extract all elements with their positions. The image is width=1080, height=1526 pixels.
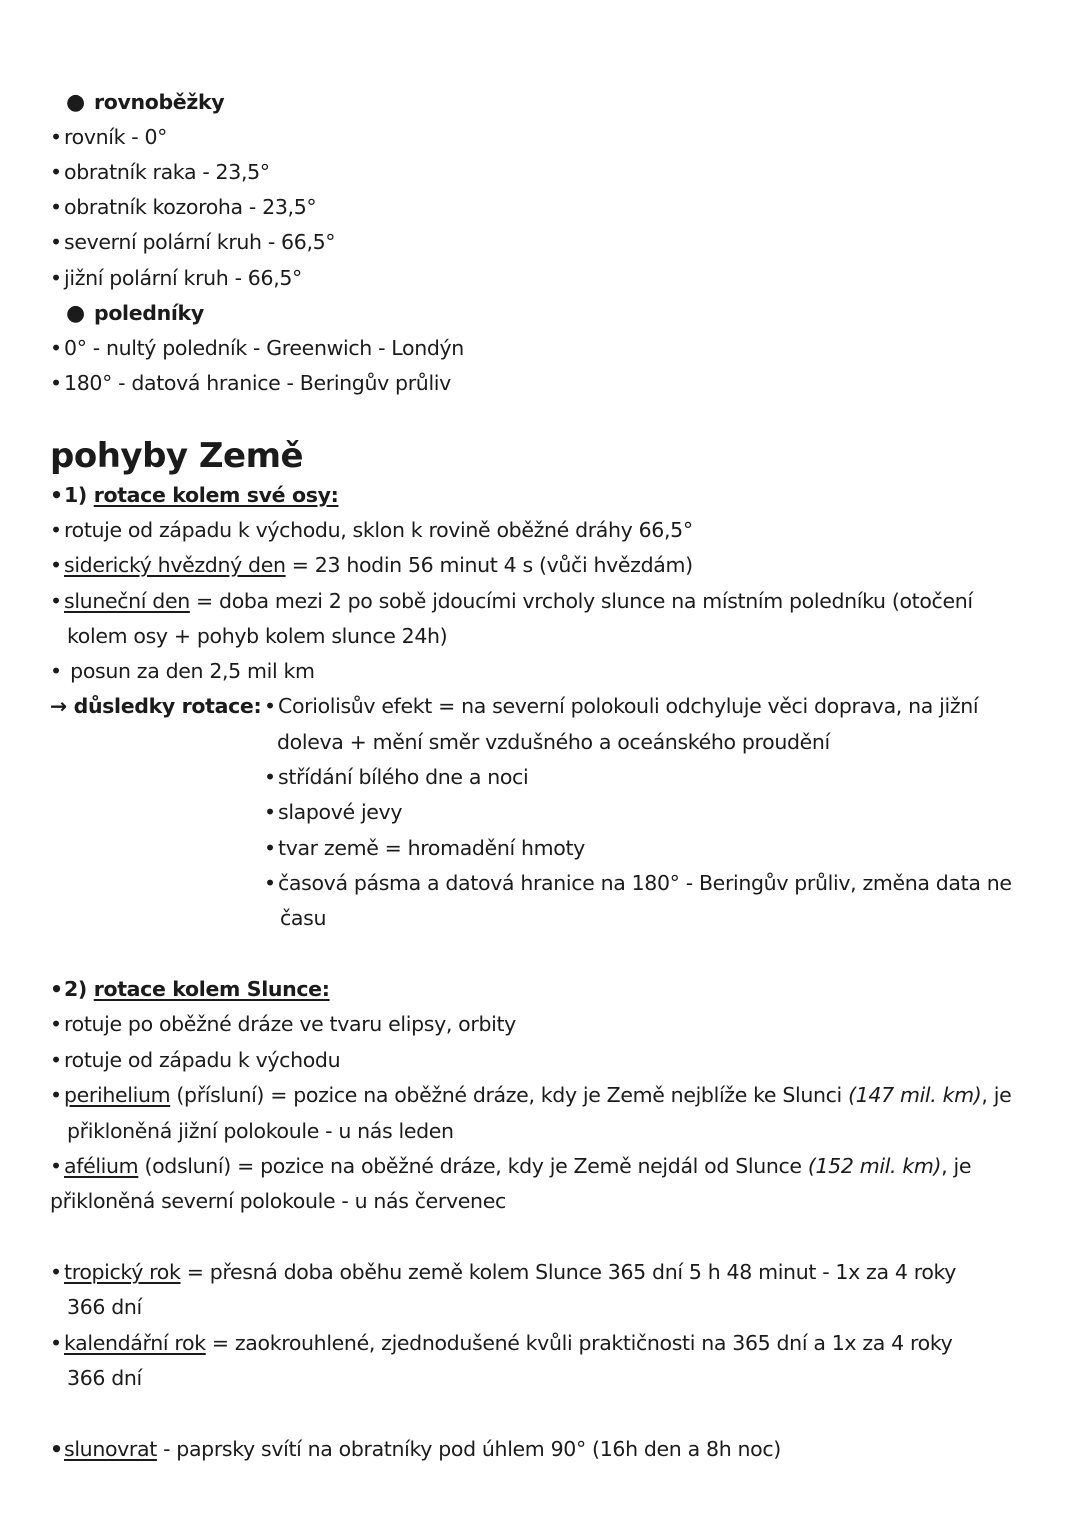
- definition: = doba mezi 2 po sobě jdoucími vrcholy slunce na místním poledníku (otočení: [189, 589, 973, 613]
- subsection-number: 2): [64, 977, 94, 1001]
- list-item: [50, 1258, 956, 1286]
- bullet-icon: •: [50, 160, 62, 184]
- subsection-number: 1): [64, 483, 94, 507]
- list-item-text: rotuje od západu k východu, sklon k rovině oběžné dráhy 66,5°: [64, 518, 693, 542]
- list-item: [50, 657, 315, 685]
- meridians-title: poledníky: [94, 301, 204, 325]
- bullet-icon: •: [50, 1083, 62, 1107]
- list-item-continuation: 366 dní: [67, 1295, 142, 1319]
- bullet-icon: •: [50, 589, 62, 613]
- list-item: [50, 369, 451, 397]
- list-item-text: rotuje po oběžné dráze ve tvaru elipsy, orbity: [64, 1012, 516, 1036]
- bullet-icon: •: [50, 1048, 62, 1072]
- list-item: [264, 869, 1012, 897]
- list-item: [50, 551, 693, 579]
- list-item-text: posun za den 2,5 mil km: [64, 659, 315, 683]
- parallels-title: rovnoběžky: [94, 90, 225, 114]
- list-item: [50, 1081, 1011, 1109]
- list-item: [50, 264, 302, 292]
- definition: (přísluní) = pozice na oběžné dráze, kdy je Země nejblíže ke Slunci: [170, 1083, 849, 1107]
- definition-tail: , je: [941, 1154, 972, 1178]
- bullet-icon: •: [50, 125, 62, 149]
- definition-tail: , je: [981, 1083, 1012, 1107]
- list-item: [264, 692, 978, 720]
- list-item-continuation: přikloněná jižní polokoule - u nás leden: [67, 1119, 454, 1143]
- definition: (odsluní) = pozice na oběžné dráze, kdy je Země nejdál od Slunce: [138, 1154, 808, 1178]
- list-item: [50, 1046, 340, 1074]
- term: perihelium: [64, 1083, 171, 1107]
- bullet-icon: •: [50, 1331, 62, 1355]
- list-item-text: slapové jevy: [278, 800, 403, 824]
- subsection-rotation-axis: [50, 481, 338, 509]
- big-bullet-icon: ●: [66, 90, 85, 115]
- bullet-icon: •: [50, 1012, 62, 1036]
- list-item: [50, 1152, 971, 1180]
- definition: = 23 hodin 56 minut 4 s (vůči hvězdám): [285, 553, 693, 577]
- term: afélium: [64, 1154, 139, 1178]
- subsection-title: rotace kolem Slunce:: [93, 977, 330, 1001]
- bullet-icon: •: [50, 977, 63, 1001]
- distance-value: (147 mil. km): [848, 1083, 982, 1107]
- bullet-icon: •: [50, 371, 62, 395]
- list-item-text: rovník - 0°: [64, 125, 168, 149]
- list-item-text: rotuje od západu k východu: [64, 1048, 341, 1072]
- list-item: [50, 158, 270, 186]
- bullet-icon: •: [264, 871, 276, 895]
- bullet-icon: •: [50, 336, 62, 360]
- list-item-text: obratník kozoroha - 23,5°: [64, 195, 317, 219]
- distance-value: (152 mil. km): [807, 1154, 942, 1178]
- list-item-continuation: času: [280, 906, 327, 930]
- list-item-text: jižní polární kruh - 66,5°: [64, 266, 302, 290]
- bullet-icon: •: [264, 694, 276, 718]
- list-item-text: 0° - nultý poledník - Greenwich - Londýn: [64, 336, 464, 360]
- term: kalendářní rok: [64, 1331, 206, 1355]
- list-item-continuation: přikloněná severní polokoule - u nás červenec: [50, 1189, 506, 1213]
- list-item: [50, 334, 464, 362]
- definition: = přesná doba oběhu země kolem Slunce 365 dní 5 h 48 minut - 1x za 4 roky: [180, 1260, 957, 1284]
- list-item: [264, 763, 528, 791]
- list-item: [50, 228, 335, 256]
- list-item: [50, 587, 973, 615]
- bullet-icon: •: [50, 230, 62, 254]
- term: sluneční den: [64, 589, 190, 613]
- list-item-text: tvar země = hromadění hmoty: [278, 836, 585, 860]
- bullet-icon: •: [50, 1154, 62, 1178]
- list-item: [50, 1329, 952, 1357]
- term: siderický hvězdný den: [64, 553, 286, 577]
- list-item-text: 180° - datová hranice - Beringův průliv: [64, 371, 451, 395]
- list-item: [50, 1435, 781, 1463]
- meridians-heading: [50, 299, 204, 328]
- list-item: [264, 798, 402, 826]
- list-item-text: střídání bílého dne a noci: [278, 765, 529, 789]
- list-item-text: obratník raka - 23,5°: [64, 160, 270, 184]
- definition: = zaokrouhlené, zjednodušené kvůli praktičnosti na 365 dní a 1x za 4 roky: [205, 1331, 953, 1355]
- definition: - paprsky svítí na obratníky pod úhlem 90° (16h den a 8h noc): [156, 1437, 781, 1461]
- list-item-continuation: doleva + mění směr vzdušného a oceánského proudění: [277, 730, 830, 754]
- bullet-icon: •: [264, 836, 276, 860]
- bullet-icon: •: [50, 1260, 62, 1284]
- list-item: [264, 834, 585, 862]
- bullet-icon: •: [50, 659, 62, 683]
- list-item-text: Coriolisův efekt = na severní polokouli odchyluje věci doprava, na jižní: [278, 694, 979, 718]
- list-item: [50, 123, 167, 151]
- bullet-icon: •: [50, 518, 62, 542]
- list-item-text: časová pásma a datová hranice na 180° - Beringův průliv, změna data ne: [278, 871, 1012, 895]
- bullet-icon: •: [50, 266, 62, 290]
- bullet-icon: •: [50, 195, 62, 219]
- parallels-heading: [50, 88, 224, 117]
- bullet-icon: •: [50, 1437, 63, 1461]
- list-item-text: severní polární kruh - 66,5°: [64, 230, 336, 254]
- term: tropický rok: [64, 1260, 181, 1284]
- bullet-icon: •: [50, 553, 62, 577]
- list-item: [50, 193, 316, 221]
- subsection-title: rotace kolem své osy:: [93, 483, 339, 507]
- list-item-continuation: kolem osy + pohyb kolem slunce 24h): [67, 624, 448, 648]
- big-bullet-icon: ●: [66, 301, 85, 326]
- term: slunovrat: [64, 1437, 157, 1461]
- subsection-rotation-sun: [50, 975, 330, 1003]
- list-item: [50, 1010, 516, 1038]
- list-item-continuation: 366 dní: [67, 1366, 142, 1390]
- section-title: pohyby Země: [50, 436, 304, 476]
- bullet-icon: •: [264, 765, 276, 789]
- list-item: [50, 516, 693, 544]
- bullet-icon: •: [50, 483, 63, 507]
- bullet-icon: •: [264, 800, 276, 824]
- consequences-label: → důsledky rotace:: [50, 694, 262, 718]
